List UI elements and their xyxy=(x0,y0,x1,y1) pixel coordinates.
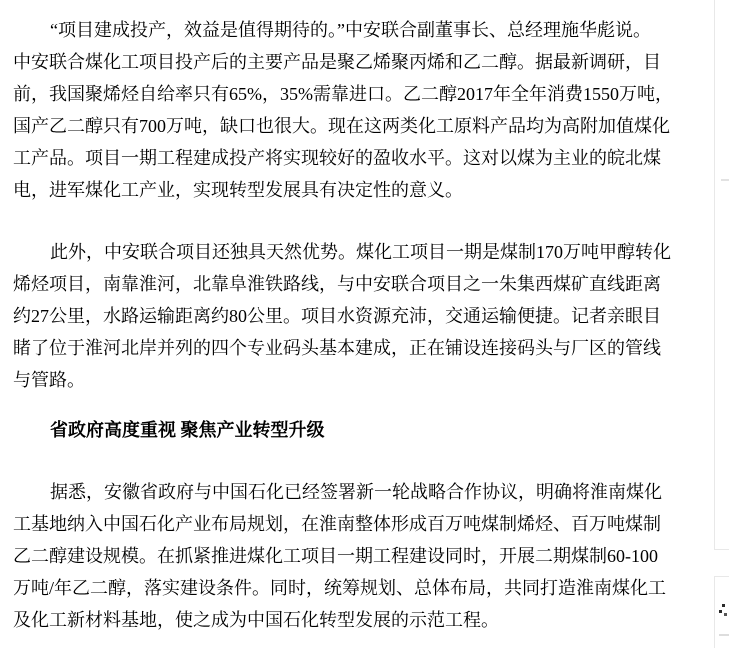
text-line: 工产品。项目一期工程建成投产将实现较好的盈收水平。这对以煤为主业的皖北煤 xyxy=(13,148,661,168)
section-heading: 省政府高度重视 聚焦产业转型升级 xyxy=(50,420,325,440)
text-line: 乙二醇建设规模。在抓紧推进煤化工项目一期工程建设同时，开展二期煤制60-100 xyxy=(13,546,658,566)
article-body xyxy=(13,14,681,648)
text-line: “项目建成投产，效益是值得期待的。”中安联合副董事长、总经理施华彪说。 xyxy=(50,20,651,40)
text-line: 中安联合煤化工项目投产后的主要产品是聚乙烯聚丙烯和乙二醇。据最新调研，目 xyxy=(13,52,661,72)
paragraph-1 xyxy=(13,14,681,206)
text-line: 国产乙二醇只有700万吨，缺口也很大。现在这两类化工原料产品均为高附加值煤化 xyxy=(13,116,670,136)
sidebar-box-top xyxy=(714,0,729,550)
text-line: 工基地纳入中国石化产业布局规划，在淮南整体形成百万吨煤制烯烃、百万吨煤制 xyxy=(13,514,661,534)
sidebar-box-bottom xyxy=(714,576,729,648)
sidebar-cutoff-dash-top xyxy=(721,179,729,181)
sidebar-cutoff-text-fragment xyxy=(722,604,725,607)
sidebar-cutoff-dash-bottom xyxy=(719,634,729,636)
text-line: 前，我国聚烯烃自给率只有65%，35%需靠进口。乙二醇2017年全年消费1550万吨， xyxy=(13,84,673,104)
text-line: 烯烃项目，南靠淮河，北靠阜淮铁路线，与中安联合项目之一朱集西煤矿直线距离 xyxy=(13,274,661,294)
text-line: 此外，中安联合项目还独具天然优势。煤化工项目一期是煤制170万吨甲醇转化 xyxy=(50,242,671,262)
paragraph-2 xyxy=(13,236,681,396)
paragraph-3 xyxy=(13,476,681,636)
text-line: 约27公里，水路运输距离约80公里。项目水资源充沛，交通运输便捷。记者亲眼目 xyxy=(13,306,661,326)
text-line: 据悉，安徽省政府与中国石化已经签署新一轮战略合作协议，明确将淮南煤化 xyxy=(50,482,662,502)
text-line: 睹了位于淮河北岸并列的四个专业码头基本建成，正在铺设连接码头与厂区的管线 xyxy=(13,338,661,358)
text-line: 电，进军煤化工产业，实现转型发展具有决定性的意义。 xyxy=(13,180,463,200)
text-line: 及化工新材料基地，使之成为中国石化转型发展的示范工程。 xyxy=(13,610,499,630)
text-line: 万吨/年乙二醇，落实建设条件。同时，统筹规划、总体布局，共同打造淮南煤化工 xyxy=(13,578,666,598)
text-line: 与管路。 xyxy=(13,370,85,390)
